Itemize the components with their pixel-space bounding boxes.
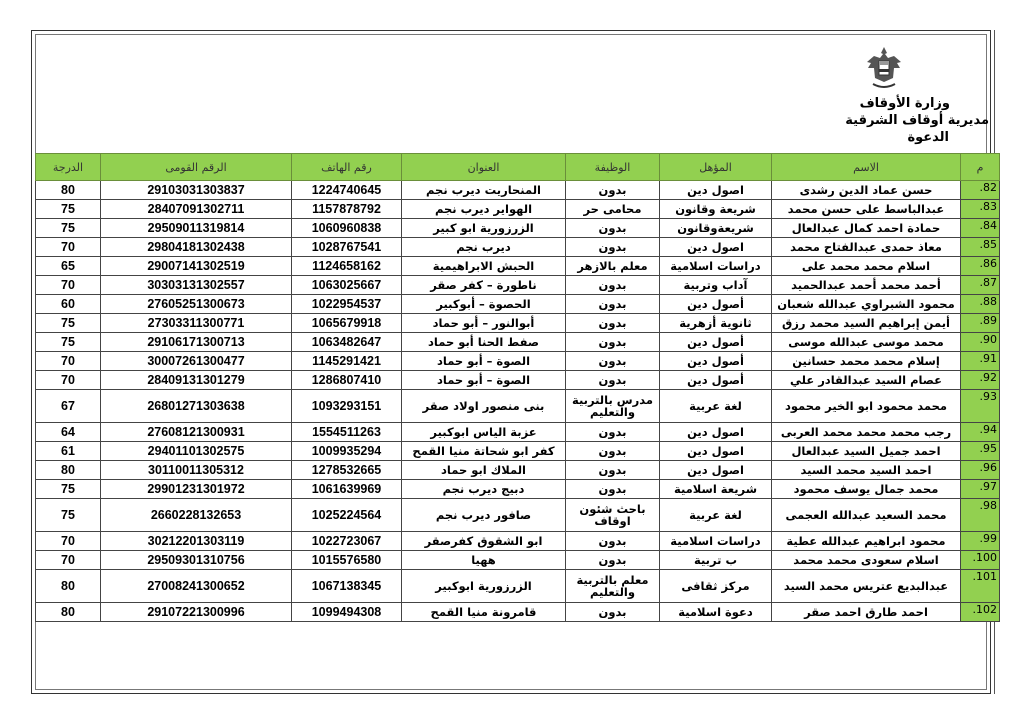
qualification-cell: دراسات اسلامية (660, 532, 772, 551)
score-cell: 70 (36, 371, 101, 390)
address-cell: قامرونة منيا القمح (402, 603, 566, 622)
row-number: .99 (961, 532, 1000, 551)
name-cell: احمد جميل السيد عبدالعال (772, 442, 961, 461)
national-id-cell: 27605251300673 (101, 295, 292, 314)
row-number: .91 (961, 352, 1000, 371)
address-cell: الحصوة – أبوكبير (402, 295, 566, 314)
candidates-table (35, 153, 1000, 622)
qualification-cell: اصول دين (660, 423, 772, 442)
phone-cell: 1224740645 (292, 181, 402, 200)
row-number: .100 (961, 551, 1000, 570)
address-cell: الزرزورية ابوكبير (402, 570, 566, 603)
name-cell: محمود الشبراوي عبدالله شعبان (772, 295, 961, 314)
score-cell: 67 (36, 390, 101, 423)
national-id-cell: 30212201303119 (101, 532, 292, 551)
qualification-cell: اصول دين (660, 442, 772, 461)
row-number: .93 (961, 390, 1000, 423)
column-header: الرقم القومى (101, 154, 292, 181)
name-cell: رجب محمد محمد محمد العربى (772, 423, 961, 442)
job-cell: بدون (566, 295, 660, 314)
address-cell: المنحاريت ديرب نجم (402, 181, 566, 200)
table-row (36, 219, 1000, 238)
national-id-cell: 29106171300713 (101, 333, 292, 352)
national-id-cell: 29107221300996 (101, 603, 292, 622)
phone-cell: 1065679918 (292, 314, 402, 333)
job-cell: بدون (566, 423, 660, 442)
phone-cell: 1060960838 (292, 219, 402, 238)
phone-cell: 1025224564 (292, 499, 402, 532)
score-cell: 75 (36, 499, 101, 532)
table-row (36, 480, 1000, 499)
name-cell: احمد طارق احمد صقر (772, 603, 961, 622)
column-header: الوظيفة (566, 154, 660, 181)
row-number: .98 (961, 499, 1000, 532)
table-header-row (36, 154, 1000, 181)
national-id-cell: 28407091302711 (101, 200, 292, 219)
national-id-cell: 29509011319814 (101, 219, 292, 238)
score-cell: 70 (36, 532, 101, 551)
phone-cell: 1067138345 (292, 570, 402, 603)
job-cell: بدون (566, 442, 660, 461)
name-cell: عصام السيد عبدالقادر علي (772, 371, 961, 390)
row-number: .88 (961, 295, 1000, 314)
score-cell: 65 (36, 257, 101, 276)
score-cell: 75 (36, 200, 101, 219)
table-row (36, 603, 1000, 622)
score-cell: 80 (36, 603, 101, 622)
score-cell: 64 (36, 423, 101, 442)
qualification-cell: شريعة اسلامية (660, 480, 772, 499)
table-body (36, 181, 1000, 622)
job-cell: بدون (566, 181, 660, 200)
address-cell: الملاك ابو حماد (402, 461, 566, 480)
national-id-cell: 29901231301972 (101, 480, 292, 499)
qualification-cell: دعوة اسلامية (660, 603, 772, 622)
row-number: .96 (961, 461, 1000, 480)
job-cell: بدون (566, 461, 660, 480)
national-id-cell: 2660228132653 (101, 499, 292, 532)
national-id-cell: 29509301310756 (101, 551, 292, 570)
qualification-cell: اصول دين (660, 238, 772, 257)
table-row (36, 200, 1000, 219)
qualification-cell: آداب وتربية (660, 276, 772, 295)
table-row (36, 333, 1000, 352)
national-id-cell: 26801271303638 (101, 390, 292, 423)
address-cell: أبوالنور – أبو حماد (402, 314, 566, 333)
score-cell: 61 (36, 442, 101, 461)
job-cell: باحث شئون اوقاف (566, 499, 660, 532)
job-cell: معلم بالتربية والتعليم (566, 570, 660, 603)
phone-cell: 1099494308 (292, 603, 402, 622)
job-cell: بدون (566, 551, 660, 570)
national-id-cell: 30110011305312 (101, 461, 292, 480)
phone-cell: 1015576580 (292, 551, 402, 570)
national-id-cell: 27303311300771 (101, 314, 292, 333)
score-cell: 75 (36, 314, 101, 333)
name-cell: محمد محمود ابو الخير محمود (772, 390, 961, 423)
national-id-cell: 29401101302575 (101, 442, 292, 461)
name-cell: إسلام محمد محمد حسانين (772, 352, 961, 371)
table-row (36, 371, 1000, 390)
national-id-cell: 29804181302438 (101, 238, 292, 257)
row-number: .82 (961, 181, 1000, 200)
phone-cell: 1286807410 (292, 371, 402, 390)
qualification-cell: مركز ثقافى (660, 570, 772, 603)
qualification-cell: اصول دين (660, 181, 772, 200)
score-cell: 60 (36, 295, 101, 314)
score-cell: 80 (36, 181, 101, 200)
phone-cell: 1063025667 (292, 276, 402, 295)
row-number: .94 (961, 423, 1000, 442)
column-header: العنوان (402, 154, 566, 181)
row-number: .83 (961, 200, 1000, 219)
row-number: .95 (961, 442, 1000, 461)
address-cell: صافور ديرب نجم (402, 499, 566, 532)
qualification-cell: شريعة وقانون (660, 200, 772, 219)
name-cell: اسلام سعودى محمد محمد (772, 551, 961, 570)
phone-cell: 1061639969 (292, 480, 402, 499)
qualification-cell: أصول دين (660, 333, 772, 352)
table-row (36, 352, 1000, 371)
phone-cell: 1278532665 (292, 461, 402, 480)
score-cell: 70 (36, 238, 101, 257)
national-id-cell: 27608121300931 (101, 423, 292, 442)
name-cell: اسلام محمد محمد على (772, 257, 961, 276)
address-cell: الزرزورية ابو كبير (402, 219, 566, 238)
name-cell: حمادة احمد كمال عبدالعال (772, 219, 961, 238)
national-id-cell: 29007141302519 (101, 257, 292, 276)
job-cell: معلم بالازهر (566, 257, 660, 276)
address-cell: ابو الشقوق كفرصقر (402, 532, 566, 551)
name-cell: محمد السعيد عبدالله العجمى (772, 499, 961, 532)
qualification-cell: أصول دين (660, 352, 772, 371)
address-cell: بنى منصور اولاد صقر (402, 390, 566, 423)
eagle-emblem-icon (864, 44, 904, 92)
row-number: .84 (961, 219, 1000, 238)
table-row (36, 442, 1000, 461)
column-header: رقم الهاتف (292, 154, 402, 181)
job-cell: بدون (566, 352, 660, 371)
national-id-cell: 30303131302557 (101, 276, 292, 295)
phone-cell: 1028767541 (292, 238, 402, 257)
phone-cell: 1022723067 (292, 532, 402, 551)
name-cell: محمد جمال يوسف محمود (772, 480, 961, 499)
row-number: .87 (961, 276, 1000, 295)
table-row (36, 238, 1000, 257)
address-cell: ناطورة – كفر صقر (402, 276, 566, 295)
name-cell: حسن عماد الدين رشدى (772, 181, 961, 200)
phone-cell: 1554511263 (292, 423, 402, 442)
table-row (36, 461, 1000, 480)
job-cell: بدون (566, 238, 660, 257)
score-cell: 75 (36, 333, 101, 352)
row-number: .89 (961, 314, 1000, 333)
table-row (36, 295, 1000, 314)
row-number: .97 (961, 480, 1000, 499)
column-header: الاسم (772, 154, 961, 181)
table-row (36, 181, 1000, 200)
national-id-cell: 28409131301279 (101, 371, 292, 390)
name-cell: عبدالباسط على حسن محمد (772, 200, 961, 219)
directorate-title: مديرية أوقاف الشرقية (845, 113, 989, 128)
address-cell: الحبش الابراهيمية (402, 257, 566, 276)
score-cell: 80 (36, 570, 101, 603)
department-title: الدعوة (907, 130, 949, 145)
national-id-cell: 27008241300652 (101, 570, 292, 603)
qualification-cell: ب تربية (660, 551, 772, 570)
table-row (36, 570, 1000, 603)
row-number: .92 (961, 371, 1000, 390)
table-row (36, 423, 1000, 442)
score-cell: 75 (36, 219, 101, 238)
job-cell: بدون (566, 333, 660, 352)
phone-cell: 1093293151 (292, 390, 402, 423)
table-row (36, 257, 1000, 276)
qualification-cell: شريعةوقانون (660, 219, 772, 238)
job-cell: محامى حر (566, 200, 660, 219)
table-row (36, 551, 1000, 570)
column-header: الدرجة (36, 154, 101, 181)
phone-cell: 1145291421 (292, 352, 402, 371)
qualification-cell: أصول دين (660, 371, 772, 390)
phone-cell: 1009935294 (292, 442, 402, 461)
phone-cell: 1063482647 (292, 333, 402, 352)
row-number: .102 (961, 603, 1000, 622)
score-cell: 70 (36, 352, 101, 371)
column-header: م (961, 154, 1000, 181)
name-cell: أحمد محمد أحمد عبدالحميد (772, 276, 961, 295)
table-row (36, 499, 1000, 532)
address-cell: ههيا (402, 551, 566, 570)
qualification-cell: دراسات اسلامية (660, 257, 772, 276)
address-cell: صفط الحنا أبو حماد (402, 333, 566, 352)
name-cell: احمد السيد محمد السيد (772, 461, 961, 480)
address-cell: الصوة – أبو حماد (402, 371, 566, 390)
phone-cell: 1124658162 (292, 257, 402, 276)
name-cell: محمود ابراهيم عبدالله عطية (772, 532, 961, 551)
row-number: .90 (961, 333, 1000, 352)
job-cell: بدون (566, 480, 660, 499)
address-cell: الهواير ديرب نجم (402, 200, 566, 219)
score-cell: 75 (36, 480, 101, 499)
address-cell: ديرب نجم (402, 238, 566, 257)
table-row (36, 276, 1000, 295)
address-cell: كفر ابو شحاتة منيا القمح (402, 442, 566, 461)
name-cell: محمد موسى عبدالله موسى (772, 333, 961, 352)
table-row (36, 532, 1000, 551)
job-cell: مدرس بالتربية والتعليم (566, 390, 660, 423)
address-cell: الصوة – أبو حماد (402, 352, 566, 371)
job-cell: بدون (566, 371, 660, 390)
job-cell: بدون (566, 276, 660, 295)
address-cell: عزبة الياس ابوكبير (402, 423, 566, 442)
qualification-cell: لغة عربية (660, 499, 772, 532)
score-cell: 80 (36, 461, 101, 480)
qualification-cell: أصول دين (660, 295, 772, 314)
job-cell: بدون (566, 314, 660, 333)
score-cell: 70 (36, 551, 101, 570)
table-row (36, 314, 1000, 333)
column-header: المؤهل (660, 154, 772, 181)
job-cell: بدون (566, 532, 660, 551)
phone-cell: 1022954537 (292, 295, 402, 314)
national-id-cell: 29103031303837 (101, 181, 292, 200)
qualification-cell: لغة عربية (660, 390, 772, 423)
row-number: .101 (961, 570, 1000, 603)
national-id-cell: 30007261300477 (101, 352, 292, 371)
name-cell: عبدالبديع عتريس محمد السيد (772, 570, 961, 603)
address-cell: دبيج ديرب نجم (402, 480, 566, 499)
phone-cell: 1157878792 (292, 200, 402, 219)
ministry-title: وزارة الأوقاف (859, 96, 950, 111)
row-number: .85 (961, 238, 1000, 257)
row-number: .86 (961, 257, 1000, 276)
qualification-cell: ثانوية أزهرية (660, 314, 772, 333)
name-cell: معاذ حمدى عبدالفتاح محمد (772, 238, 961, 257)
job-cell: بدون (566, 603, 660, 622)
score-cell: 70 (36, 276, 101, 295)
table-row (36, 390, 1000, 423)
qualification-cell: اصول دين (660, 461, 772, 480)
name-cell: أيمن إبراهيم السيد محمد رزق (772, 314, 961, 333)
job-cell: بدون (566, 219, 660, 238)
